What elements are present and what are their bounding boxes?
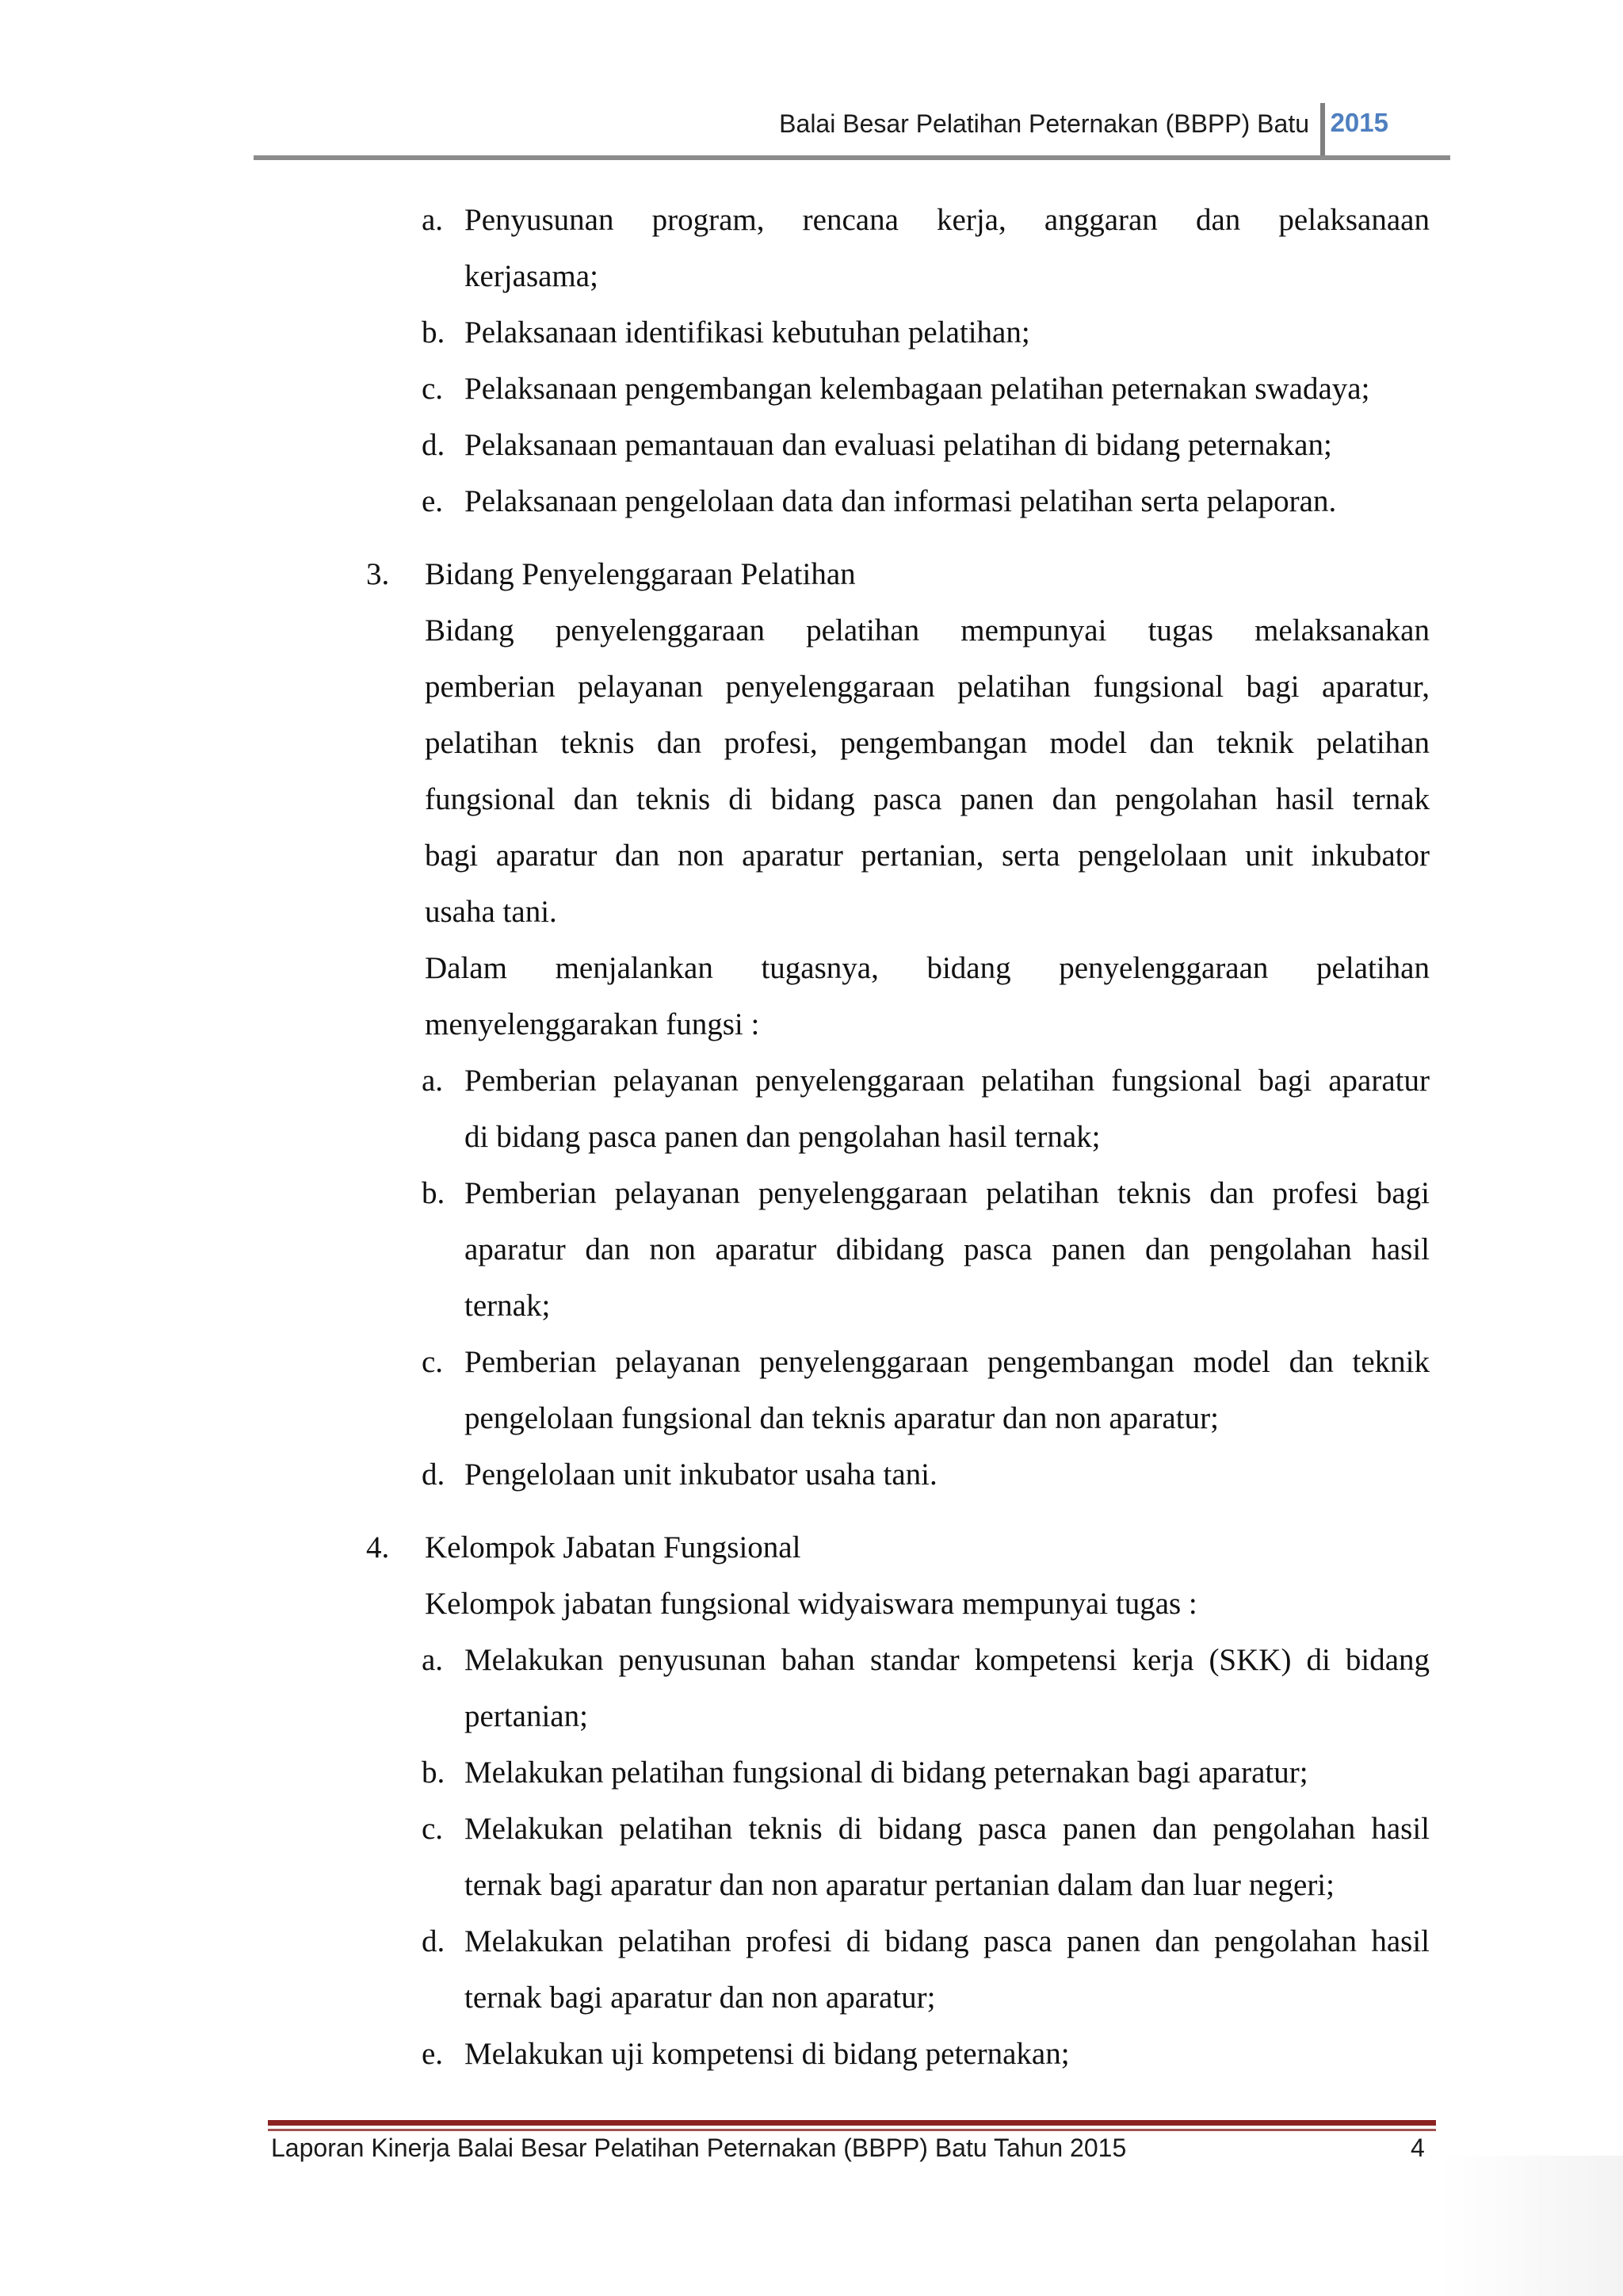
list-item-line: pengelolaan fungsional dan teknis aparatur dan non aparatur;: [464, 1401, 1219, 1435]
list-marker: b.: [422, 1755, 445, 1790]
paragraph-line: fungsional dan teknis di bidang pasca panen dan pengolahan hasil ternak: [425, 782, 1430, 816]
list-marker: e.: [422, 484, 444, 518]
list-item-line: pertanian;: [464, 1699, 588, 1733]
list-marker: c.: [422, 372, 444, 406]
list-item-line: aparatur dan non aparatur dibidang pasca panen dan pengolahan hasil: [464, 1232, 1430, 1266]
section-title: Kelompok Jabatan Fungsional: [425, 1530, 801, 1564]
list-marker: d.: [422, 1924, 445, 1958]
list-marker: c.: [422, 1345, 444, 1379]
page-shadow: [1441, 2156, 1623, 2296]
list-item-line: ternak bagi aparatur dan non aparatur;: [464, 1981, 936, 2015]
section-number: 4.: [366, 1530, 390, 1564]
list-marker: d.: [422, 428, 445, 462]
list-marker: a.: [422, 203, 444, 237]
header-divider: [1320, 103, 1325, 160]
page-header: [254, 103, 1450, 159]
list-marker: b.: [422, 315, 445, 350]
list-item-line: ternak;: [464, 1289, 551, 1323]
list-item-line: Melakukan pelatihan teknis di bidang pasca panen dan pengolahan hasil: [464, 1812, 1430, 1846]
list-item-line: Melakukan uji kompetensi di bidang peternakan;: [464, 2037, 1070, 2071]
list-marker: a.: [422, 1643, 444, 1677]
list-item-line: Melakukan pelatihan fungsional di bidang peternakan bagi aparatur;: [464, 1755, 1308, 1790]
list-item-line: Melakukan penyusunan bahan standar kompetensi kerja (SKK) di bidang: [464, 1643, 1430, 1677]
section-number: 3.: [366, 557, 390, 591]
list-marker: e.: [422, 2037, 444, 2071]
paragraph-line: bagi aparatur dan non aparatur pertanian, serta pengelolaan unit inkubator: [425, 839, 1430, 873]
list-item-line: Pelaksanaan identifikasi kebutuhan pelatihan;: [464, 315, 1030, 350]
header-title: Balai Besar Pelatihan Peternakan (BBPP) Batu: [779, 109, 1309, 138]
paragraph-line: Kelompok jabatan fungsional widyaiswara mempunyai tugas :: [425, 1587, 1197, 1621]
paragraph-line: usaha tani.: [425, 895, 557, 929]
footer-rule-thin: [268, 2129, 1436, 2131]
list-marker: d.: [422, 1457, 445, 1492]
footer-rule: [268, 2120, 1436, 2126]
list-item-line: Pelaksanaan pengembangan kelembagaan pelatihan peternakan swadaya;: [464, 372, 1370, 406]
list-marker: b.: [422, 1176, 445, 1210]
paragraph-line: pelatihan teknis dan profesi, pengembangan model dan teknik pelatihan: [425, 726, 1430, 760]
list-marker: a.: [422, 1064, 444, 1098]
list-item-line: Melakukan pelatihan profesi di bidang pasca panen dan pengolahan hasil: [464, 1924, 1430, 1958]
paragraph-line: Dalam menjalankan tugasnya, bidang penyelenggaraan pelatihan: [425, 951, 1430, 985]
list-item-line: Pengelolaan unit inkubator usaha tani.: [464, 1457, 938, 1492]
list-item-line: di bidang pasca panen dan pengolahan hasil ternak;: [464, 1120, 1101, 1154]
header-rule: [254, 155, 1450, 160]
list-item-line: Pemberian pelayanan penyelenggaraan pelatihan teknis dan profesi bagi: [464, 1176, 1430, 1210]
footer-title: Laporan Kinerja Balai Besar Pelatihan Peternakan (BBPP) Batu Tahun 2015: [271, 2134, 1127, 2162]
section-title: Bidang Penyelenggaraan Pelatihan: [425, 557, 856, 591]
page-number: 4: [1411, 2134, 1425, 2162]
paragraph-line: pemberian pelayanan penyelenggaraan pelatihan fungsional bagi aparatur,: [425, 670, 1430, 704]
list-item-line: ternak bagi aparatur dan non aparatur pertanian dalam dan luar negeri;: [464, 1868, 1335, 1902]
list-item-line: kerjasama;: [464, 259, 598, 293]
list-item-line: Pemberian pelayanan penyelenggaraan pengembangan model dan teknik: [464, 1345, 1430, 1379]
paragraph-line: Bidang penyelenggaraan pelatihan mempunyai tugas melaksanakan: [425, 613, 1430, 648]
list-marker: c.: [422, 1812, 444, 1846]
list-item-line: Pelaksanaan pemantauan dan evaluasi pelatihan di bidang peternakan;: [464, 428, 1332, 462]
list-item-line: Penyusunan program, rencana kerja, anggaran dan pelaksanaan: [464, 203, 1430, 237]
paragraph-line: menyelenggarakan fungsi :: [425, 1007, 760, 1041]
list-item-line: Pelaksanaan pengelolaan data dan informasi pelatihan serta pelaporan.: [464, 484, 1337, 518]
header-year: 2015: [1330, 108, 1388, 137]
list-item-line: Pemberian pelayanan penyelenggaraan pelatihan fungsional bagi aparatur: [464, 1064, 1430, 1098]
